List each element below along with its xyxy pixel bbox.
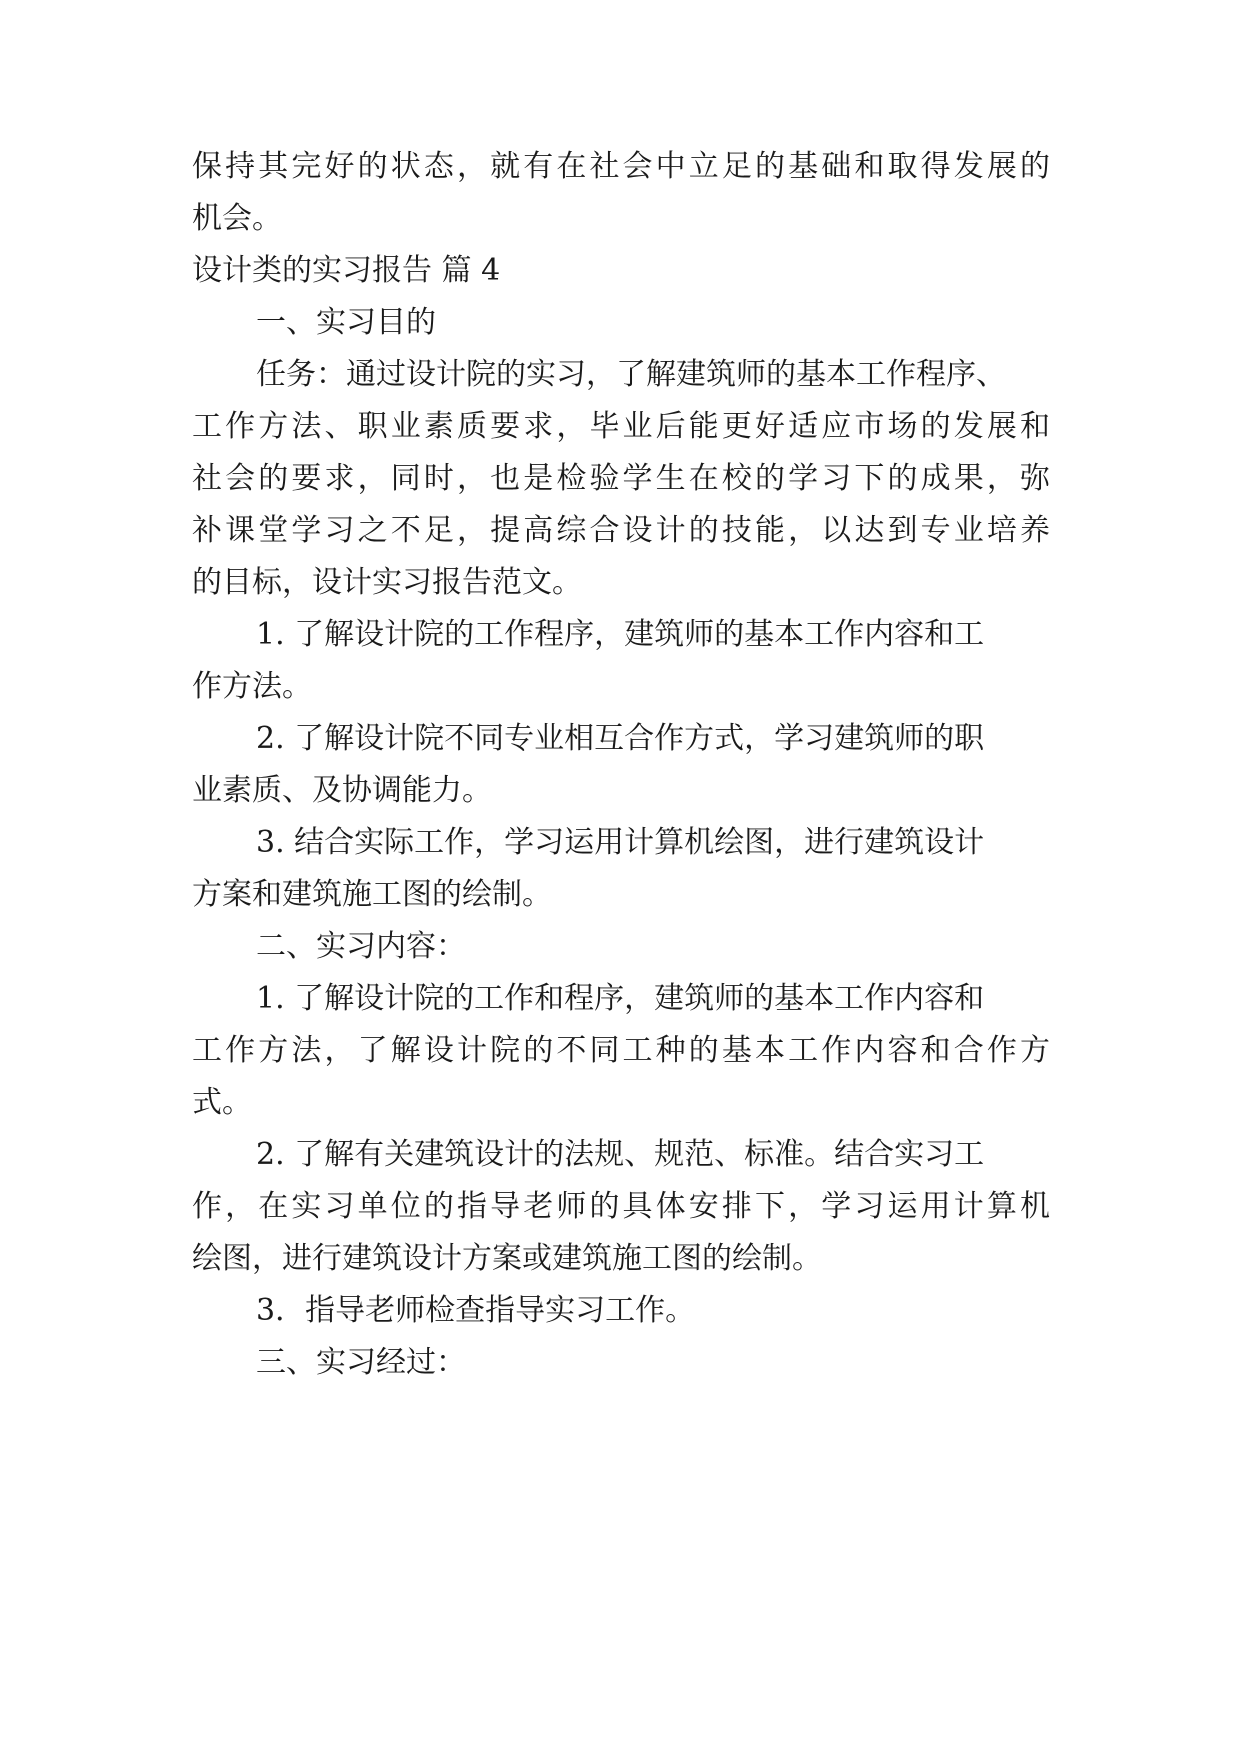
text-line: 的目标，设计实习报告范文。	[192, 565, 582, 600]
list-item: 2. 了解有关建筑设计的法规、规范、标准。结合实习工	[256, 1137, 985, 1172]
list-item: 2. 了解设计院不同专业相互合作方式，学习建筑师的职	[256, 721, 985, 756]
list-item: 1. 了解设计院的工作和程序，建筑师的基本工作内容和	[256, 981, 985, 1016]
text-line: 绘图，进行建筑设计方案或建筑施工图的绘制。	[192, 1241, 822, 1276]
text-line: 方案和建筑施工图的绘制。	[192, 877, 552, 912]
text-line: 补课堂学习之不足，提高综合设计的技能，以达到专业培养	[192, 513, 1050, 548]
text-line: 保持其完好的状态，就有在社会中立足的基础和取得发展的	[192, 149, 1050, 184]
text-line: 机会。	[192, 201, 282, 236]
list-item: 3. 结合实际工作，学习运用计算机绘图，进行建筑设计	[256, 825, 985, 860]
text-line: 工作方法、职业素质要求，毕业后能更好适应市场的发展和	[192, 409, 1050, 444]
text-line: 任务：通过设计院的实习，了解建筑师的基本工作程序、	[256, 357, 1006, 392]
heading: 三、实习经过：	[256, 1345, 466, 1380]
text-line: 业素质、及协调能力。	[192, 773, 492, 808]
text-line: 工作方法，了解设计院的不同工种的基本工作内容和合作方	[192, 1033, 1050, 1068]
list-item: 3．指导老师检查指导实习工作。	[256, 1293, 696, 1328]
text-line: 作，在实习单位的指导老师的具体安排下，学习运用计算机	[192, 1189, 1050, 1224]
list-item: 1. 了解设计院的工作程序，建筑师的基本工作内容和工	[256, 617, 985, 652]
text-line: 作方法。	[192, 669, 312, 704]
text-line: 式。	[192, 1085, 252, 1120]
heading: 一、实习目的	[256, 305, 436, 340]
section-title: 设计类的实习报告 篇 4	[192, 253, 501, 288]
heading: 二、实习内容：	[256, 929, 466, 964]
text-line: 社会的要求，同时，也是检验学生在校的学习下的成果，弥	[192, 461, 1050, 496]
